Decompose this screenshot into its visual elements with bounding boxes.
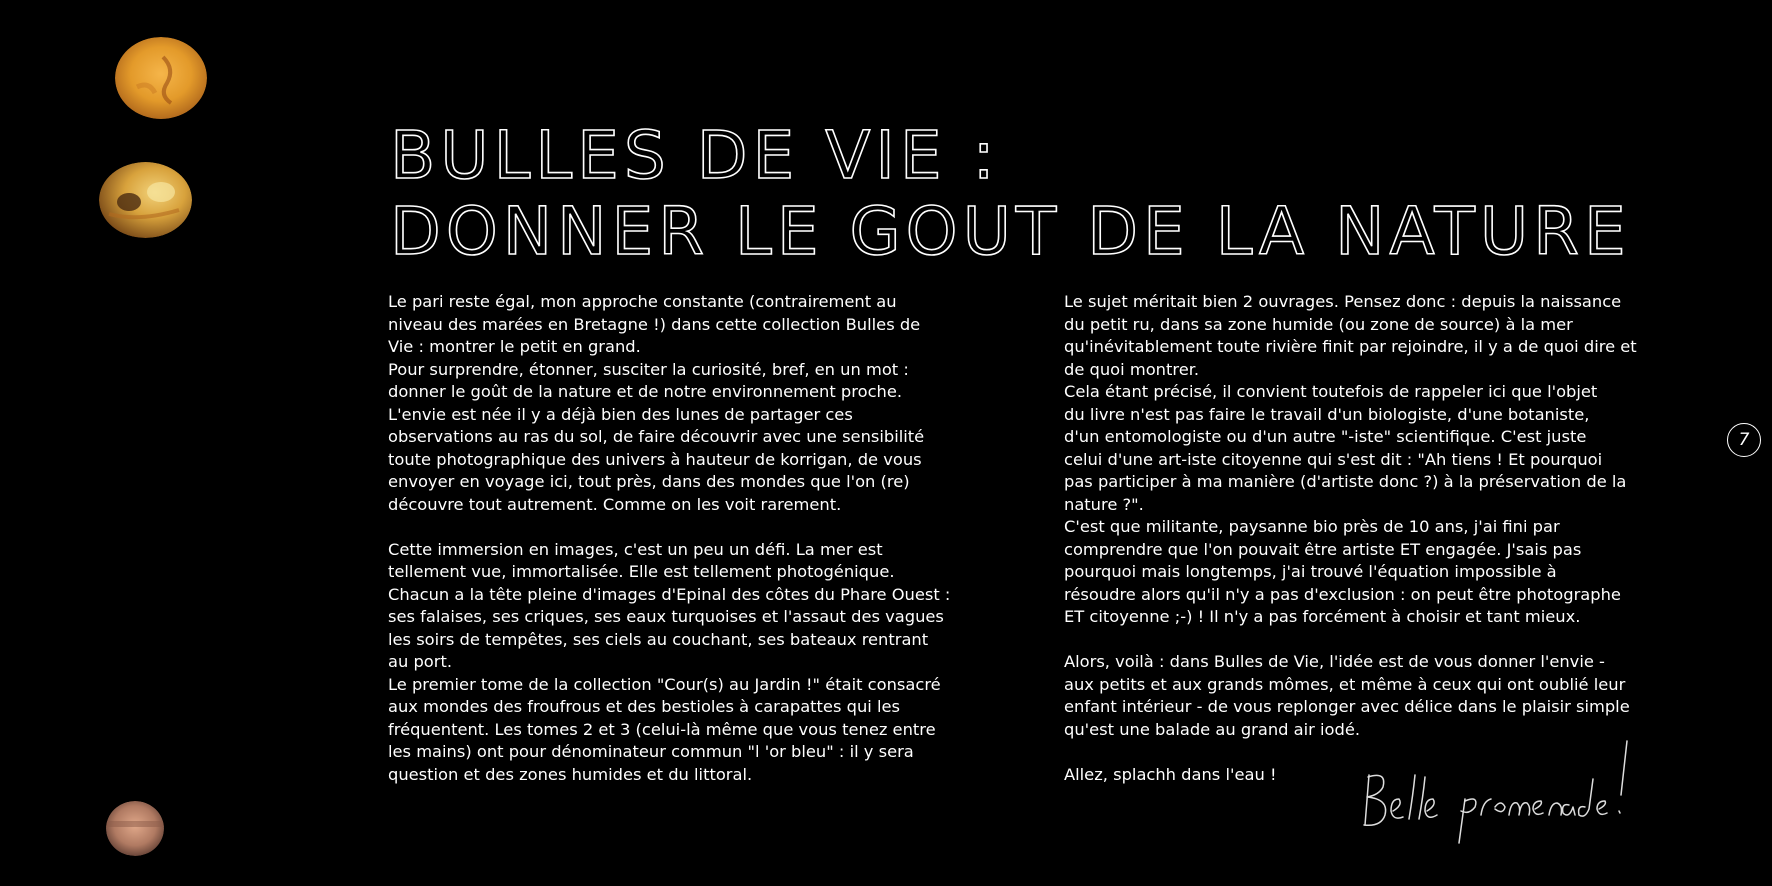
photo-bubble-sand (106, 801, 164, 856)
text-line: qu'est une balade au grand air iodé. (1064, 719, 1361, 739)
text-line: C'est que militante, paysanne bio près de 10 ans, j'ai fini par (1064, 517, 1560, 536)
page-title (390, 118, 1631, 270)
paragraph (388, 291, 1048, 516)
text-line: ses falaises, ses criques, ses eaux turquoises et l'assaut des vagues (388, 607, 944, 626)
text-line: tellement vue, immortalisée. Elle est tellement photogénique. (388, 562, 895, 581)
text-line: au port. (388, 652, 453, 671)
text-line: fréquentent. Les tomes 2 et 3 (celui-là même que vous tenez entre (388, 719, 936, 739)
text-line: niveau des marées en Bretagne !) dans cette collection Bulles de (388, 314, 921, 334)
photo-bubble-insect (99, 162, 192, 238)
text-line: Le sujet méritait bien 2 ouvrages. Pensez donc : depuis la naissance (1064, 292, 1622, 311)
text-line: envoyer en voyage ici, tout près, dans des mondes que l'on (re) (388, 472, 910, 491)
text-line: observations au ras du sol, de faire découvrir avec une sensibilité (388, 427, 925, 446)
paragraph (1064, 651, 1724, 741)
text-line: comprendre que l'on pouvait être artiste ET engagée. J'sais pas (1064, 539, 1582, 559)
photo-bubble-orange-flower (115, 37, 207, 119)
title-line-1: BULLES DE VIE : (390, 117, 1000, 194)
text-line: du livre n'est pas faire le travail d'un biologiste, d'une botaniste, (1064, 404, 1590, 424)
text-line: Chacun a la tête pleine d'images d'Epinal des côtes du Phare Ouest : (388, 584, 951, 604)
text-line: d'un entomologiste ou d'un autre "-iste" scientifique. C'est juste (1064, 427, 1587, 446)
text-line: Allez, splachh dans l'eau ! (1064, 764, 1277, 784)
text-line: toute photographique des univers à hauteur de korrigan, de vous (388, 449, 922, 469)
text-line: du petit ru, dans sa zone humide (ou zone de source) à la mer (1064, 314, 1573, 334)
text-line: celui d'une art-iste citoyenne qui s'est dit : "Ah tiens ! Et pourquoi (1064, 449, 1603, 469)
text-line: pas participer à ma manière (d'artiste donc ?) à la préservation de la (1064, 472, 1627, 491)
text-line: Cette immersion en images, c'est un peu un défi. La mer est (388, 539, 883, 559)
text-line: découvre tout autrement. Comme on les voit rarement. (388, 494, 842, 514)
left-text-column (388, 291, 1048, 786)
text-line: aux mondes des froufrous et des bestioles à carapattes qui les (388, 697, 900, 716)
text-line: donner le goût de la nature et de notre environnement proche. (388, 382, 903, 401)
text-line: les mains) ont pour dénominateur commun "l 'or bleu" : il y sera (388, 742, 914, 761)
text-line: Pour surprendre, étonner, susciter la curiosité, bref, en un mot : (388, 359, 909, 379)
text-line: Cela étant précisé, il convient toutefois de rappeler ici que l'objet (1064, 382, 1598, 401)
text-line: qu'inévitablement toute rivière finit par rejoindre, il y a de quoi dire et (1064, 337, 1637, 356)
text-line: résoudre alors qu'il n'y a pas d'exclusion : on peut être photographe (1064, 584, 1621, 604)
text-line: L'envie est née il y a déjà bien des lunes de partager ces (388, 404, 853, 424)
text-line: Le premier tome de la collection "Cour(s) au Jardin !" était consacré (388, 674, 941, 694)
title-line-2: DONNER LE GOUT DE LA NATURE (390, 193, 1631, 270)
text-line: enfant intérieur - de vous replonger avec délice dans le plaisir simple (1064, 697, 1630, 716)
text-line: les soirs de tempêtes, ses ciels au couchant, ses bateaux rentrant (388, 629, 929, 649)
text-line: nature ?". (1064, 494, 1144, 514)
text-line: pourquoi mais longtemps, j'ai trouvé l'équation impossible à (1064, 562, 1557, 581)
text-line: aux petits et aux grands mômes, et même à ceux qui ont oublié leur (1064, 674, 1626, 694)
text-line: Alors, voilà : dans Bulles de Vie, l'idée est de vous donner l'envie - (1064, 652, 1605, 671)
text-line: ET citoyenne ;-) ! Il n'y a pas forcément à choisir et tant mieux. (1064, 607, 1581, 626)
paragraph (388, 539, 1048, 787)
text-line: question et des zones humides et du littoral. (388, 764, 753, 784)
handwritten-signature (1355, 735, 1635, 850)
text-line: Le pari reste égal, mon approche constante (contrairement au (388, 292, 897, 311)
text-line: de quoi montrer. (1064, 359, 1200, 379)
paragraph (1064, 291, 1724, 629)
right-text-column (1064, 291, 1724, 786)
page-number-badge: 7 (1727, 423, 1761, 457)
text-line: Vie : montrer le petit en grand. (388, 337, 641, 356)
